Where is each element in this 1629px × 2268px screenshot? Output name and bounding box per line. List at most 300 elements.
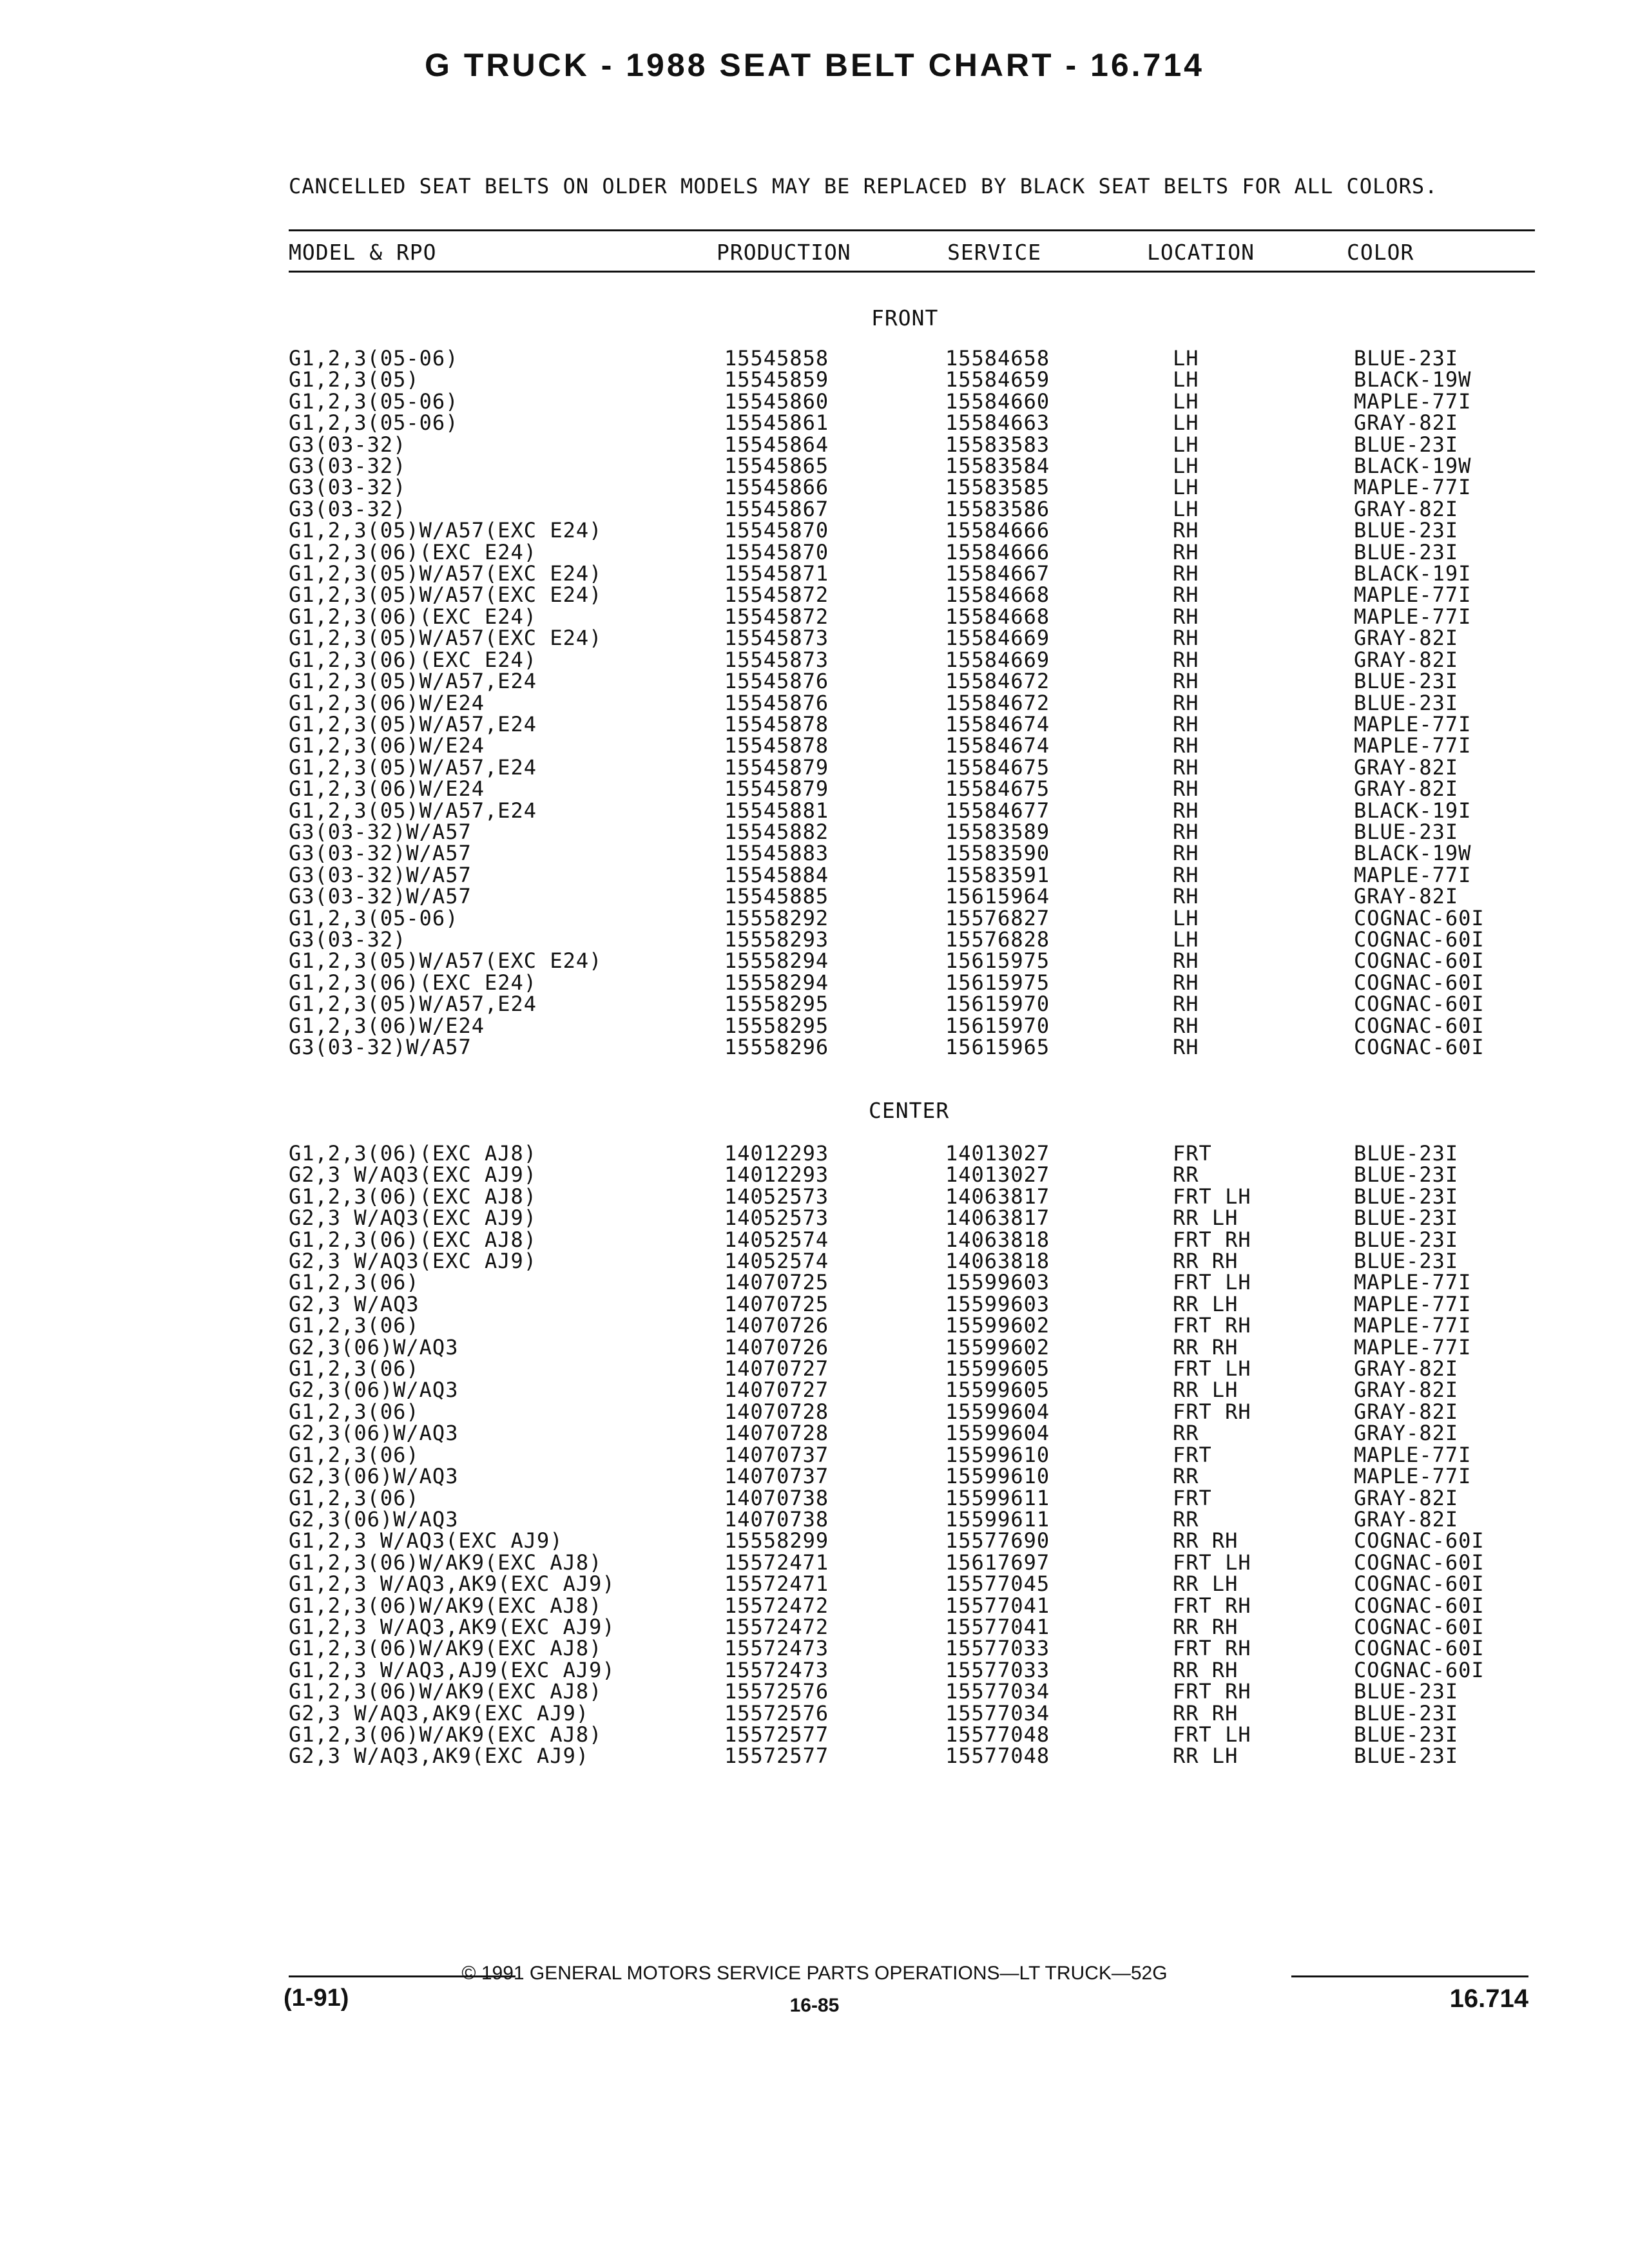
service-part-cell: 15577033 (945, 1636, 1050, 1661)
location-cell: RH (1173, 992, 1199, 1017)
service-part-cell: 15599604 (945, 1399, 1050, 1424)
model-rpo-cell: G1,2,3(06) (289, 1485, 419, 1510)
location-cell: RH (1173, 798, 1199, 823)
production-part-cell: 15558299 (724, 1528, 829, 1553)
service-part-cell: 15615975 (945, 948, 1050, 974)
production-part-cell: 14070726 (724, 1313, 829, 1338)
color-cell: GRAY-82I (1354, 1399, 1459, 1424)
model-rpo-cell: G1,2,3(05)W/A57,E24 (289, 754, 537, 780)
color-cell: BLUE-23I (1354, 1722, 1459, 1747)
color-cell: BLACK-19W (1354, 367, 1472, 392)
color-cell: COGNAC-60I (1354, 927, 1485, 952)
footer-page-number: 16-85 (789, 1995, 840, 2016)
model-rpo-cell: G3(03-32) (289, 432, 407, 457)
production-part-cell: 15572472 (724, 1614, 829, 1639)
location-cell: LH (1173, 454, 1199, 479)
model-rpo-cell: G1,2,3(06) (289, 1270, 419, 1295)
model-rpo-cell: G2,3(06)W/AQ3 (289, 1334, 459, 1360)
color-cell: MAPLE-77I (1354, 1464, 1472, 1489)
footer-copyright: © 1991 GENERAL MOTORS SERVICE PARTS OPERATIONS—LT TRUCK—52G (461, 1963, 1168, 1984)
location-cell: RR RH (1173, 1700, 1239, 1725)
production-part-cell: 15572576 (724, 1679, 829, 1704)
service-part-cell: 15583585 (945, 475, 1050, 500)
table-row (289, 1466, 1534, 1487)
model-rpo-cell: G1,2,3(05-06) (289, 410, 459, 436)
location-cell: LH (1173, 432, 1199, 457)
table-row (289, 1745, 1534, 1767)
production-part-cell: 15558295 (724, 1013, 829, 1038)
service-part-cell: 14013027 (945, 1141, 1050, 1166)
location-cell: RR RH (1173, 1657, 1239, 1682)
production-part-cell: 14070725 (724, 1291, 829, 1316)
table-row (289, 499, 1534, 520)
model-rpo-cell: G1,2,3(06)W/AK9(EXC AJ8) (289, 1550, 602, 1575)
color-cell: BLUE-23I (1354, 1744, 1459, 1769)
location-cell: RH (1173, 948, 1199, 974)
production-part-cell: 14052574 (724, 1249, 829, 1274)
production-part-cell: 14070737 (724, 1464, 829, 1489)
location-cell: RH (1173, 582, 1199, 608)
location-cell: RR RH (1173, 1614, 1239, 1639)
location-cell: RH (1173, 518, 1199, 543)
location-cell: FRT RH (1173, 1227, 1251, 1252)
table-row (289, 1552, 1534, 1573)
production-part-cell: 15545864 (724, 432, 829, 457)
color-cell: COGNAC-60I (1354, 1550, 1485, 1575)
production-part-cell: 15545866 (724, 475, 829, 500)
front-belts-table (289, 348, 1534, 1058)
model-rpo-cell: G1,2,3(06)W/E24 (289, 690, 485, 715)
table-row (289, 671, 1534, 692)
table-row (289, 1445, 1534, 1466)
location-cell: FRT (1173, 1141, 1212, 1166)
production-part-cell: 15572577 (724, 1744, 829, 1769)
production-part-cell: 15572577 (724, 1722, 829, 1747)
service-part-cell: 15599610 (945, 1442, 1050, 1467)
color-cell: GRAY-82I (1354, 776, 1459, 802)
location-cell: RH (1173, 776, 1199, 802)
service-part-cell: 15584668 (945, 582, 1050, 608)
color-cell: BLACK-19I (1354, 798, 1472, 823)
location-cell: RR (1173, 1421, 1199, 1446)
table-row (289, 972, 1534, 994)
location-cell: RH (1173, 733, 1199, 758)
color-cell: BLUE-23I (1354, 1141, 1459, 1166)
color-cell: BLUE-23I (1354, 1249, 1459, 1274)
model-rpo-cell: G1,2,3(06) (289, 1442, 419, 1467)
color-cell: MAPLE-77I (1354, 733, 1472, 758)
model-rpo-cell: G2,3 W/AQ3(EXC AJ9) (289, 1249, 537, 1274)
service-part-cell: 15584669 (945, 626, 1050, 651)
model-rpo-cell: G3(03-32)W/A57 (289, 1035, 472, 1059)
table-row (289, 1401, 1534, 1423)
color-cell: GRAY-82I (1354, 626, 1459, 651)
table-row (289, 477, 1534, 498)
model-rpo-cell: G1,2,3(05)W/A57,E24 (289, 669, 537, 694)
color-cell: MAPLE-77I (1354, 389, 1472, 414)
production-part-cell: 14052574 (724, 1227, 829, 1252)
table-row (289, 563, 1534, 584)
color-cell: COGNAC-60I (1354, 1614, 1485, 1639)
service-part-cell: 15583591 (945, 862, 1050, 887)
location-cell: RR LH (1173, 1744, 1239, 1769)
table-row (289, 1143, 1534, 1164)
table-row (289, 1595, 1534, 1617)
color-cell: BLUE-23I (1354, 432, 1459, 457)
production-part-cell: 15558293 (724, 927, 829, 952)
production-part-cell: 15572471 (724, 1550, 829, 1575)
location-cell: LH (1173, 927, 1199, 952)
location-cell: RR (1173, 1162, 1199, 1187)
location-cell: RR LH (1173, 1206, 1239, 1231)
table-row (289, 865, 1534, 886)
service-part-cell: 15583589 (945, 819, 1050, 844)
table-row (289, 822, 1534, 843)
service-part-cell: 15584666 (945, 518, 1050, 543)
model-rpo-cell: G1,2,3(05)W/A57(EXC E24) (289, 948, 602, 974)
color-cell: MAPLE-77I (1354, 604, 1472, 629)
model-rpo-cell: G1,2,3(06)(EXC AJ8) (289, 1141, 537, 1166)
color-cell: COGNAC-60I (1354, 1035, 1485, 1059)
color-cell: MAPLE-77I (1354, 1313, 1472, 1338)
service-part-cell: 15584675 (945, 776, 1050, 802)
color-cell: GRAY-82I (1354, 1421, 1459, 1446)
table-row (289, 412, 1534, 434)
location-cell: RH (1173, 604, 1199, 629)
model-rpo-cell: G1,2,3 W/AQ3,AK9(EXC AJ9) (289, 1571, 615, 1597)
color-cell: GRAY-82I (1354, 1356, 1459, 1381)
model-rpo-cell: G1,2,3(06)W/E24 (289, 776, 485, 802)
service-part-cell: 15584663 (945, 410, 1050, 436)
color-cell: GRAY-82I (1354, 496, 1459, 521)
header-rule-bottom (289, 271, 1535, 273)
location-cell: LH (1173, 367, 1199, 392)
color-cell: MAPLE-77I (1354, 475, 1472, 500)
table-row (289, 714, 1534, 735)
table-row (289, 520, 1534, 541)
service-part-cell: 15584658 (945, 346, 1050, 370)
table-row (289, 1186, 1534, 1207)
service-part-cell: 14063818 (945, 1249, 1050, 1274)
color-cell: BLUE-23I (1354, 1184, 1459, 1209)
service-part-cell: 15583583 (945, 432, 1050, 457)
service-part-cell: 15599605 (945, 1356, 1050, 1381)
service-part-cell: 15584666 (945, 539, 1050, 564)
model-rpo-cell: G1,2,3(06)(EXC E24) (289, 539, 537, 564)
production-part-cell: 15558292 (724, 905, 829, 930)
color-cell: BLACK-19W (1354, 841, 1472, 866)
table-row (289, 1358, 1534, 1379)
color-cell: MAPLE-77I (1354, 711, 1472, 736)
service-part-cell: 15599602 (945, 1334, 1050, 1360)
model-rpo-cell: G1,2,3(06)W/AK9(EXC AJ8) (289, 1679, 602, 1704)
color-cell: BLUE-23I (1354, 1162, 1459, 1187)
location-cell: RH (1173, 754, 1199, 780)
service-part-cell: 15584660 (945, 389, 1050, 414)
production-part-cell: 15545872 (724, 604, 829, 629)
service-part-cell: 15599611 (945, 1506, 1050, 1532)
table-row (289, 1573, 1534, 1595)
model-rpo-cell: G2,3 W/AQ3(EXC AJ9) (289, 1162, 537, 1187)
section-front-label: FRONT (871, 305, 939, 331)
color-cell: COGNAC-60I (1354, 1013, 1485, 1038)
location-cell: LH (1173, 346, 1199, 370)
model-rpo-cell: G1,2,3 W/AQ3,AJ9(EXC AJ9) (289, 1657, 615, 1682)
location-cell: RR RH (1173, 1334, 1239, 1360)
service-part-cell: 15577690 (945, 1528, 1050, 1553)
model-rpo-cell: G3(03-32) (289, 475, 407, 500)
center-belts-table (289, 1143, 1534, 1767)
production-part-cell: 15545883 (724, 841, 829, 866)
table-row (289, 1509, 1534, 1530)
color-cell: BLUE-23I (1354, 819, 1459, 844)
color-cell: BLUE-23I (1354, 1206, 1459, 1231)
model-rpo-cell: G1,2,3(06)(EXC E24) (289, 647, 537, 672)
col-header-production: PRODUCTION (717, 240, 851, 265)
model-rpo-cell: G1,2,3 W/AQ3,AK9(EXC AJ9) (289, 1614, 615, 1639)
production-part-cell: 15545882 (724, 819, 829, 844)
production-part-cell: 15545867 (724, 496, 829, 521)
production-part-cell: 15545872 (724, 582, 829, 608)
model-rpo-cell: G1,2,3 W/AQ3(EXC AJ9) (289, 1528, 563, 1553)
service-part-cell: 15599602 (945, 1313, 1050, 1338)
service-part-cell: 15584674 (945, 711, 1050, 736)
color-cell: COGNAC-60I (1354, 992, 1485, 1017)
location-cell: RH (1173, 1013, 1199, 1038)
location-cell: RH (1173, 647, 1199, 672)
production-part-cell: 15572473 (724, 1657, 829, 1682)
col-header-color: COLOR (1347, 240, 1414, 265)
location-cell: LH (1173, 496, 1199, 521)
table-row (289, 1229, 1534, 1251)
service-part-cell: 15577033 (945, 1657, 1050, 1682)
location-cell: RR LH (1173, 1378, 1239, 1403)
location-cell: FRT RH (1173, 1399, 1251, 1424)
production-part-cell: 15545859 (724, 367, 829, 392)
color-cell: COGNAC-60I (1354, 1657, 1485, 1682)
production-part-cell: 15545861 (724, 410, 829, 436)
location-cell: FRT (1173, 1442, 1212, 1467)
color-cell: MAPLE-77I (1354, 1291, 1472, 1316)
table-row (289, 542, 1534, 563)
table-row (289, 348, 1534, 369)
service-part-cell: 15599610 (945, 1464, 1050, 1489)
model-rpo-cell: G1,2,3(06)W/E24 (289, 1013, 485, 1038)
service-part-cell: 15577034 (945, 1679, 1050, 1704)
model-rpo-cell: G1,2,3(06)W/AK9(EXC AJ8) (289, 1722, 602, 1747)
service-part-cell: 15584675 (945, 754, 1050, 780)
color-cell: BLUE-23I (1354, 1227, 1459, 1252)
table-row (289, 1530, 1534, 1552)
footer-section-number: 16.714 (1449, 1984, 1528, 2013)
model-rpo-cell: G3(03-32) (289, 454, 407, 479)
production-part-cell: 15572472 (724, 1593, 829, 1618)
table-row (289, 1164, 1534, 1186)
model-rpo-cell: G1,2,3(06)(EXC AJ8) (289, 1227, 537, 1252)
location-cell: FRT RH (1173, 1636, 1251, 1661)
model-rpo-cell: G1,2,3(06) (289, 1356, 419, 1381)
service-part-cell: 15583586 (945, 496, 1050, 521)
col-header-model: MODEL & RPO (289, 240, 437, 265)
color-cell: BLUE-23I (1354, 669, 1459, 694)
table-row (289, 757, 1534, 778)
service-part-cell: 15577041 (945, 1614, 1050, 1639)
location-cell: FRT LH (1173, 1550, 1251, 1575)
table-row (289, 1488, 1534, 1509)
model-rpo-cell: G3(03-32) (289, 496, 407, 521)
color-cell: GRAY-82I (1354, 410, 1459, 436)
service-part-cell: 15577034 (945, 1700, 1050, 1725)
table-row (289, 1015, 1534, 1037)
production-part-cell: 15558294 (724, 970, 829, 995)
color-cell: GRAY-82I (1354, 884, 1459, 909)
service-part-cell: 14063817 (945, 1206, 1050, 1231)
col-header-service: SERVICE (947, 240, 1042, 265)
table-row (289, 628, 1534, 649)
service-part-cell: 15617697 (945, 1550, 1050, 1575)
production-part-cell: 14070738 (724, 1506, 829, 1532)
service-part-cell: 15599611 (945, 1485, 1050, 1510)
location-cell: FRT LH (1173, 1356, 1251, 1381)
color-cell: COGNAC-60I (1354, 948, 1485, 974)
location-cell: LH (1173, 905, 1199, 930)
production-part-cell: 14070727 (724, 1356, 829, 1381)
table-row (289, 1294, 1534, 1315)
section-center-label: CENTER (869, 1098, 950, 1123)
model-rpo-cell: G1,2,3(06)W/E24 (289, 733, 485, 758)
production-part-cell: 15545865 (724, 454, 829, 479)
production-part-cell: 14012293 (724, 1162, 829, 1187)
table-row (289, 649, 1534, 671)
service-part-cell: 15583590 (945, 841, 1050, 866)
location-cell: RR LH (1173, 1291, 1239, 1316)
model-rpo-cell: G1,2,3(05)W/A57(EXC E24) (289, 561, 602, 586)
location-cell: LH (1173, 410, 1199, 436)
footer-revision-date: (1-91) (284, 1984, 349, 2012)
model-rpo-cell: G1,2,3(06) (289, 1399, 419, 1424)
table-row (289, 1251, 1534, 1272)
location-cell: RR RH (1173, 1249, 1239, 1274)
location-cell: RH (1173, 626, 1199, 651)
production-part-cell: 14070726 (724, 1334, 829, 1360)
color-cell: MAPLE-77I (1354, 1334, 1472, 1360)
color-cell: BLUE-23I (1354, 518, 1459, 543)
production-part-cell: 15545873 (724, 626, 829, 651)
production-part-cell: 15558295 (724, 992, 829, 1017)
service-part-cell: 15583584 (945, 454, 1050, 479)
model-rpo-cell: G3(03-32)W/A57 (289, 862, 472, 887)
model-rpo-cell: G3(03-32)W/A57 (289, 819, 472, 844)
location-cell: FRT RH (1173, 1313, 1251, 1338)
service-part-cell: 15615975 (945, 970, 1050, 995)
table-row (289, 1423, 1534, 1444)
table-row (289, 800, 1534, 822)
location-cell: LH (1173, 389, 1199, 414)
model-rpo-cell: G2,3 W/AQ3,AK9(EXC AJ9) (289, 1700, 590, 1725)
service-part-cell: 15584667 (945, 561, 1050, 586)
table-row (289, 1681, 1534, 1702)
production-part-cell: 15545878 (724, 733, 829, 758)
service-part-cell: 15584674 (945, 733, 1050, 758)
table-row (289, 1724, 1534, 1745)
model-rpo-cell: G2,3(06)W/AQ3 (289, 1506, 459, 1532)
color-cell: MAPLE-77I (1354, 862, 1472, 887)
production-part-cell: 14070728 (724, 1399, 829, 1424)
page-title: G TRUCK - 1988 SEAT BELT CHART - 16.714 (425, 47, 1204, 83)
location-cell: FRT RH (1173, 1679, 1251, 1704)
model-rpo-cell: G1,2,3(05)W/A57,E24 (289, 711, 537, 736)
service-part-cell: 15615965 (945, 1035, 1050, 1059)
production-part-cell: 14012293 (724, 1141, 829, 1166)
location-cell: RH (1173, 862, 1199, 887)
production-part-cell: 15572576 (724, 1700, 829, 1725)
location-cell: FRT (1173, 1485, 1212, 1510)
color-cell: COGNAC-60I (1354, 1528, 1485, 1553)
color-cell: BLACK-19I (1354, 561, 1472, 586)
table-row (289, 1617, 1534, 1638)
model-rpo-cell: G1,2,3(06)W/AK9(EXC AJ8) (289, 1636, 602, 1661)
location-cell: RH (1173, 711, 1199, 736)
service-part-cell: 15584668 (945, 604, 1050, 629)
location-cell: RH (1173, 561, 1199, 586)
production-part-cell: 15572471 (724, 1571, 829, 1597)
model-rpo-cell: G1,2,3(05-06) (289, 346, 459, 370)
color-cell: COGNAC-60I (1354, 970, 1485, 995)
model-rpo-cell: G1,2,3(06)(EXC AJ8) (289, 1184, 537, 1209)
service-part-cell: 15584677 (945, 798, 1050, 823)
color-cell: COGNAC-60I (1354, 905, 1485, 930)
model-rpo-cell: G3(03-32)W/A57 (289, 884, 472, 909)
model-rpo-cell: G2,3(06)W/AQ3 (289, 1464, 459, 1489)
color-cell: COGNAC-60I (1354, 1636, 1485, 1661)
table-row (289, 1638, 1534, 1659)
table-row (289, 456, 1534, 477)
production-part-cell: 15545881 (724, 798, 829, 823)
service-part-cell: 15577045 (945, 1571, 1050, 1597)
service-part-cell: 14063817 (945, 1184, 1050, 1209)
location-cell: RH (1173, 1035, 1199, 1059)
service-part-cell: 15615970 (945, 1013, 1050, 1038)
model-rpo-cell: G2,3 W/AQ3 (289, 1291, 419, 1316)
table-row (289, 693, 1534, 714)
table-row (289, 1660, 1534, 1681)
service-part-cell: 15615970 (945, 992, 1050, 1017)
model-rpo-cell: G1,2,3(05)W/A57(EXC E24) (289, 582, 602, 608)
production-part-cell: 15545858 (724, 346, 829, 370)
table-row (289, 606, 1534, 628)
model-rpo-cell: G1,2,3(05)W/A57,E24 (289, 798, 537, 823)
model-rpo-cell: G1,2,3(06)(EXC E24) (289, 970, 537, 995)
production-part-cell: 15545876 (724, 669, 829, 694)
table-row (289, 950, 1534, 972)
location-cell: RR RH (1173, 1528, 1239, 1553)
production-part-cell: 15545871 (724, 561, 829, 586)
table-row (289, 886, 1534, 907)
production-part-cell: 15545860 (724, 389, 829, 414)
color-cell: GRAY-82I (1354, 1506, 1459, 1532)
model-rpo-cell: G1,2,3(05) (289, 367, 419, 392)
table-row (289, 369, 1534, 390)
production-part-cell: 15558296 (724, 1035, 829, 1059)
table-row (289, 1315, 1534, 1336)
location-cell: RH (1173, 669, 1199, 694)
production-part-cell: 14052573 (724, 1206, 829, 1231)
location-cell: RH (1173, 819, 1199, 844)
service-part-cell: 15599604 (945, 1421, 1050, 1446)
color-cell: GRAY-82I (1354, 1378, 1459, 1403)
location-cell: LH (1173, 475, 1199, 500)
location-cell: FRT LH (1173, 1722, 1251, 1747)
